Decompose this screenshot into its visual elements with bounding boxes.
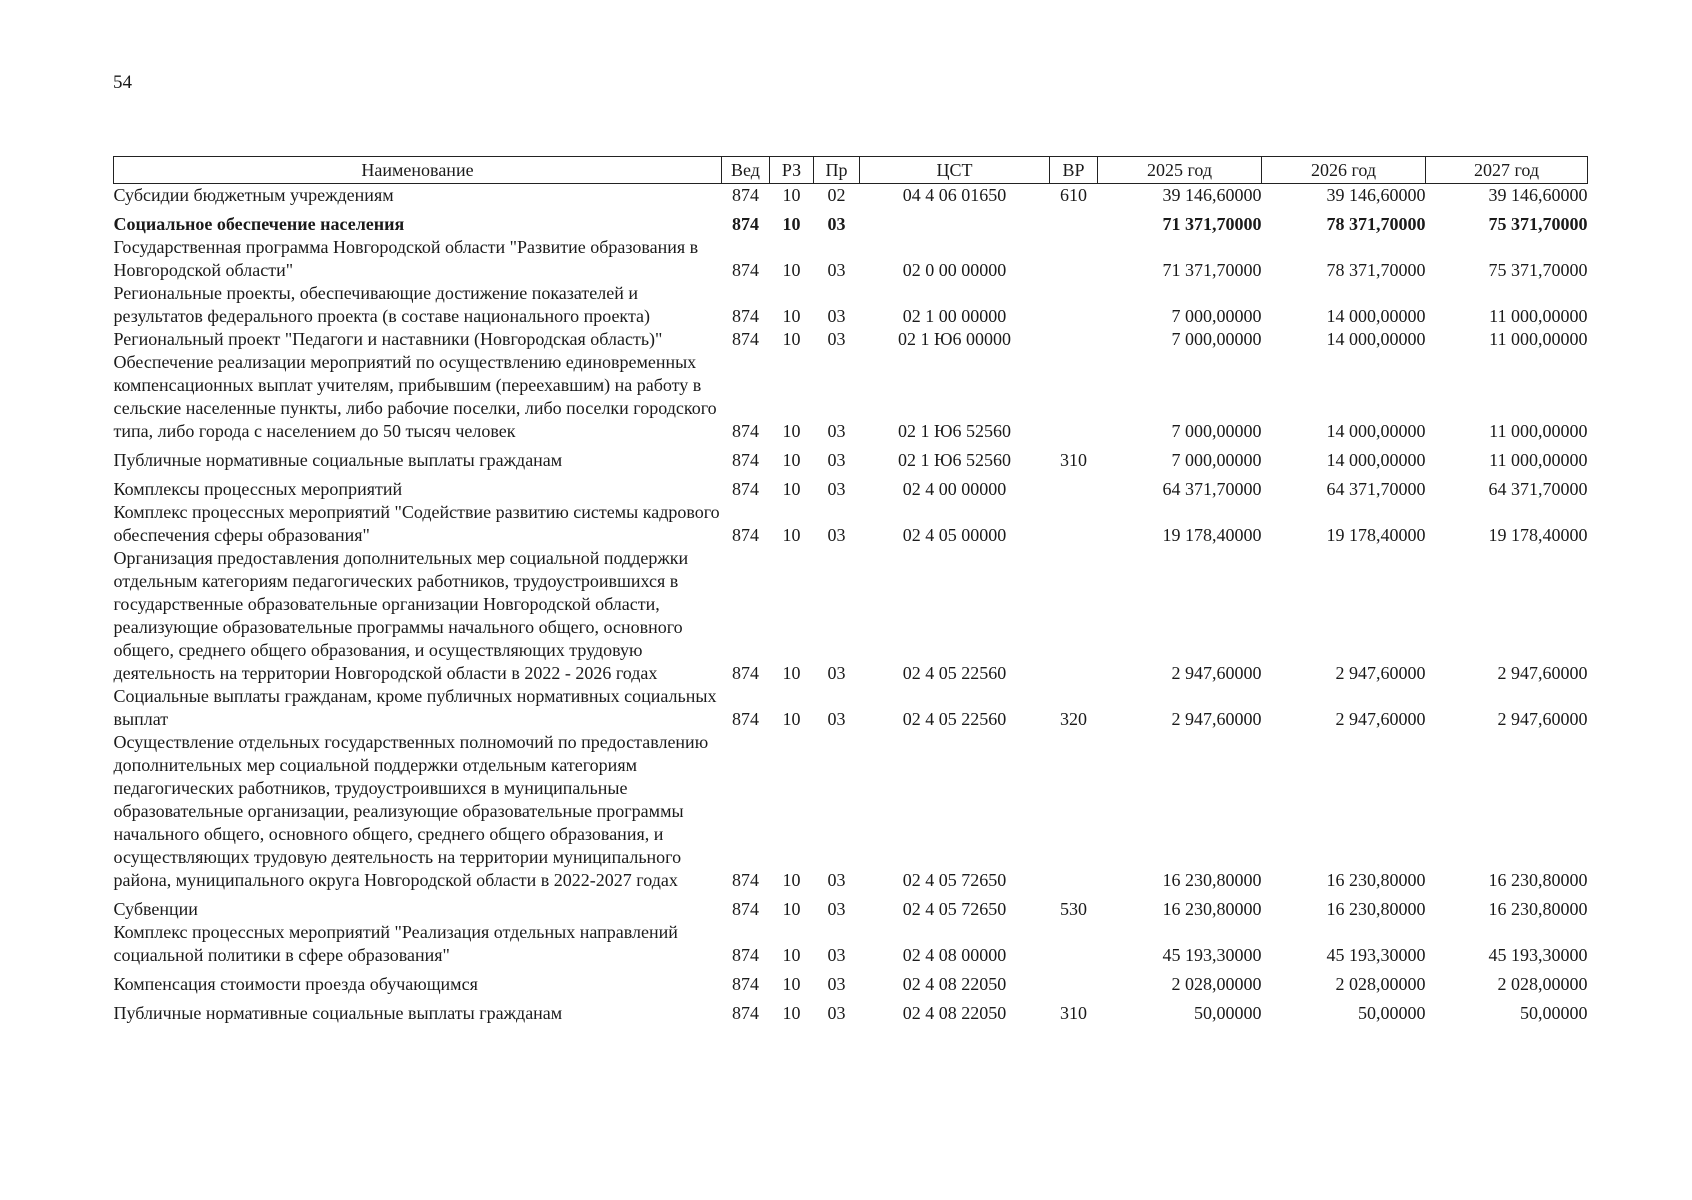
table-row: [114, 282, 1588, 328]
cell-2025: 71 371,70000: [1162, 214, 1262, 234]
cell-vr: 530: [1060, 899, 1087, 919]
header-vr: ВР: [1050, 157, 1098, 184]
cell-ved: 874: [732, 709, 759, 729]
budget-table: [113, 156, 1588, 1025]
cell-ved: 874: [732, 421, 759, 441]
cell-rz: 10: [782, 260, 801, 280]
cell-2026: 14 000,00000: [1326, 421, 1426, 441]
cell-ved: 874: [732, 974, 759, 994]
cell-rz: 10: [782, 974, 801, 994]
cell-2027: 39 146,60000: [1488, 185, 1588, 205]
cell-vr: 320: [1060, 709, 1087, 729]
cell-rz: 10: [782, 450, 801, 470]
cell-vr: [1050, 731, 1098, 892]
cell-pr: 03: [827, 214, 846, 234]
table-row: [114, 328, 1588, 351]
cell-2027: 11 000,00000: [1489, 306, 1588, 326]
cell-2025: 2 947,60000: [1171, 709, 1262, 729]
cell-name: Компенсация стоимости проезда обучающимся: [113, 974, 478, 994]
cell-2026: 45 193,30000: [1326, 945, 1426, 965]
table-header: [114, 157, 1588, 184]
cell-pr: 03: [827, 870, 846, 890]
cell-2027: 2 028,00000: [1497, 974, 1588, 994]
table-row: [114, 207, 1588, 236]
cell-pr: 03: [827, 663, 846, 683]
cell-vr: [1050, 207, 1098, 236]
table-row: [114, 731, 1588, 892]
cell-name: Социальное обеспечение населения: [113, 214, 405, 234]
cell-vr: [1050, 472, 1098, 501]
cell-2026: 78 371,70000: [1326, 214, 1426, 234]
cell-2027: 75 371,70000: [1488, 214, 1588, 234]
cell-2026: 39 146,60000: [1326, 185, 1426, 205]
cell-cst: 02 1 Ю6 52560: [897, 421, 1011, 441]
cell-2025: 7 000,00000: [1171, 421, 1262, 441]
cell-2025: 2 028,00000: [1171, 974, 1262, 994]
cell-2026: 14 000,00000: [1326, 329, 1426, 349]
cell-2027: 64 371,70000: [1488, 479, 1588, 499]
cell-vr: [1050, 236, 1098, 282]
header-name: Наименование: [114, 157, 722, 184]
cell-ved: 874: [732, 945, 759, 965]
cell-2026: 78 371,70000: [1326, 260, 1426, 280]
cell-name: Региональный проект "Педагоги и наставники (Новгородская область)": [113, 329, 663, 349]
cell-2025: 50,00000: [1194, 1003, 1262, 1023]
cell-rz: 10: [782, 329, 801, 349]
cell-ved: 874: [732, 214, 759, 234]
cell-2025: 7 000,00000: [1171, 306, 1262, 326]
cell-2026: 2 947,60000: [1335, 709, 1426, 729]
table-row: [114, 351, 1588, 443]
cell-cst: 02 4 08 22050: [902, 1003, 1007, 1023]
cell-name: Публичные нормативные социальные выплаты гражданам: [113, 1003, 563, 1023]
cell-2027: 2 947,60000: [1497, 663, 1588, 683]
cell-pr: 03: [827, 421, 846, 441]
cell-cst: 02 1 00 00000: [902, 306, 1007, 326]
cell-rz: 10: [782, 525, 801, 545]
cell-cst: [860, 207, 1050, 236]
cell-vr: [1050, 921, 1098, 967]
table-row: [114, 443, 1588, 472]
cell-ved: 874: [732, 185, 759, 205]
cell-vr: [1050, 351, 1098, 443]
cell-2027: 11 000,00000: [1489, 329, 1588, 349]
cell-pr: 03: [827, 709, 846, 729]
table-body: [114, 184, 1588, 1026]
cell-pr: 03: [827, 306, 846, 326]
cell-name: Субвенции: [113, 899, 198, 919]
cell-vr: [1050, 282, 1098, 328]
cell-ved: 874: [732, 306, 759, 326]
cell-rz: 10: [782, 870, 801, 890]
cell-2025: 2 947,60000: [1171, 663, 1262, 683]
cell-name: Социальные выплаты гражданам, кроме публичных нормативных социальных выплат: [113, 686, 717, 729]
cell-vr: [1050, 328, 1098, 351]
cell-2026: 64 371,70000: [1326, 479, 1426, 499]
cell-cst: 02 0 00 00000: [902, 260, 1007, 280]
cell-pr: 03: [827, 899, 846, 919]
cell-rz: 10: [782, 185, 801, 205]
table-row: [114, 547, 1588, 685]
cell-2025: 45 193,30000: [1162, 945, 1262, 965]
cell-rz: 10: [782, 1003, 801, 1023]
table-row: [114, 967, 1588, 996]
cell-2026: 2 028,00000: [1335, 974, 1426, 994]
cell-pr: 03: [827, 525, 846, 545]
cell-cst: 02 4 08 00000: [902, 945, 1007, 965]
cell-2027: 19 178,40000: [1488, 525, 1588, 545]
cell-ved: 874: [732, 663, 759, 683]
cell-2027: 11 000,00000: [1489, 450, 1588, 470]
cell-name: Комплексы процессных мероприятий: [113, 479, 403, 499]
cell-2025: 64 371,70000: [1162, 479, 1262, 499]
cell-vr: [1050, 967, 1098, 996]
cell-rz: 10: [782, 663, 801, 683]
cell-name: Региональные проекты, обеспечивающие достижение показателей и результатов федерального проекта (в составе национального проекта): [113, 283, 651, 326]
header-rz: РЗ: [770, 157, 814, 184]
cell-cst: 02 4 05 72650: [902, 899, 1007, 919]
cell-cst: 02 4 05 72650: [902, 870, 1007, 890]
table-row: [114, 501, 1588, 547]
cell-cst: 02 4 00 00000: [902, 479, 1007, 499]
header-ved: Вед: [722, 157, 770, 184]
cell-2025: 7 000,00000: [1171, 450, 1262, 470]
cell-rz: 10: [782, 214, 801, 234]
cell-2025: 16 230,80000: [1162, 870, 1262, 890]
table-row: [114, 184, 1588, 208]
cell-name: Осуществление отдельных государственных полномочий по предоставлению дополнительных мер социальной поддержки отдельным категориям педагогических работников, трудоустроившихся в муниципальные образовательные организации, реализующие образовательные программы начального общего, основного общего, среднего общего образования, и осуществляющих трудовую деятельность на территории муниципального района, муниципального округа Новгородской области в 2022-2027 годах: [113, 732, 709, 890]
cell-rz: 10: [782, 709, 801, 729]
cell-ved: 874: [732, 899, 759, 919]
cell-2025: 39 146,60000: [1162, 185, 1262, 205]
cell-rz: 10: [782, 899, 801, 919]
cell-pr: 02: [827, 185, 846, 205]
cell-vr: 310: [1060, 450, 1087, 470]
cell-2026: 14 000,00000: [1326, 306, 1426, 326]
cell-name: Публичные нормативные социальные выплаты гражданам: [113, 450, 563, 470]
header-2026: 2026 год: [1262, 157, 1426, 184]
table-row: [114, 685, 1588, 731]
cell-2025: 19 178,40000: [1162, 525, 1262, 545]
cell-ved: 874: [732, 870, 759, 890]
cell-name: Комплекс процессных мероприятий "Реализация отдельных направлений социальной политики в сфере образования": [113, 922, 678, 965]
cell-pr: 03: [827, 450, 846, 470]
cell-2026: 16 230,80000: [1326, 870, 1426, 890]
table-row: [114, 472, 1588, 501]
cell-vr: [1050, 501, 1098, 547]
header-row: [114, 157, 1588, 184]
cell-2027: 45 193,30000: [1488, 945, 1588, 965]
cell-2026: 2 947,60000: [1335, 663, 1426, 683]
cell-name: Государственная программа Новгородской области "Развитие образования в Новгородской области": [113, 237, 699, 280]
cell-2027: 50,00000: [1520, 1003, 1588, 1023]
cell-cst: 02 4 05 22560: [902, 663, 1007, 683]
cell-pr: 03: [827, 329, 846, 349]
cell-2025: 16 230,80000: [1162, 899, 1262, 919]
header-pr: Пр: [814, 157, 860, 184]
cell-vr: [1050, 547, 1098, 685]
cell-2027: 2 947,60000: [1497, 709, 1588, 729]
cell-ved: 874: [732, 450, 759, 470]
cell-2026: 19 178,40000: [1326, 525, 1426, 545]
table-row: [114, 236, 1588, 282]
cell-pr: 03: [827, 974, 846, 994]
cell-cst: 02 4 05 22560: [902, 709, 1007, 729]
cell-cst: 02 1 Ю6 00000: [897, 329, 1011, 349]
cell-2026: 50,00000: [1358, 1003, 1426, 1023]
cell-cst: 02 4 05 00000: [902, 525, 1007, 545]
cell-ved: 874: [732, 525, 759, 545]
cell-name: Субсидии бюджетным учреждениям: [113, 185, 394, 205]
cell-2027: 16 230,80000: [1488, 870, 1588, 890]
header-cst: ЦСТ: [860, 157, 1050, 184]
cell-pr: 03: [827, 260, 846, 280]
cell-vr: 610: [1060, 185, 1087, 205]
cell-2025: 71 371,70000: [1162, 260, 1262, 280]
cell-2027: 75 371,70000: [1488, 260, 1588, 280]
cell-pr: 03: [827, 479, 846, 499]
cell-ved: 874: [732, 329, 759, 349]
cell-pr: 03: [827, 945, 846, 965]
cell-2027: 16 230,80000: [1488, 899, 1588, 919]
cell-ved: 874: [732, 260, 759, 280]
cell-ved: 874: [732, 1003, 759, 1023]
cell-2026: 14 000,00000: [1326, 450, 1426, 470]
cell-cst: 04 4 06 01650: [902, 185, 1007, 205]
table-row: [114, 921, 1588, 967]
cell-pr: 03: [827, 1003, 846, 1023]
table-row: [114, 996, 1588, 1025]
cell-name: Комплекс процессных мероприятий "Содействие развитию системы кадрового обеспечения сферы образования": [113, 502, 720, 545]
cell-cst: 02 1 Ю6 52560: [897, 450, 1011, 470]
header-2027: 2027 год: [1426, 157, 1588, 184]
cell-2026: 16 230,80000: [1326, 899, 1426, 919]
header-2025: 2025 год: [1098, 157, 1262, 184]
cell-rz: 10: [782, 479, 801, 499]
cell-vr: 310: [1060, 1003, 1087, 1023]
cell-rz: 10: [782, 421, 801, 441]
cell-ved: 874: [732, 479, 759, 499]
page-number: 54: [113, 72, 132, 93]
cell-rz: 10: [782, 945, 801, 965]
table-row: [114, 892, 1588, 921]
cell-name: Организация предоставления дополнительных мер социальной поддержки отдельным категориям педагогических работников, трудоустроившихся в государственные образовательные организации Новгородской области, реализующие образовательные программы начального общего, основного общего, среднего общего образования, и осуществляющих трудовую деятельность на территории Новгородской области в 2022 - 2026 годах: [113, 548, 689, 683]
cell-rz: 10: [782, 306, 801, 326]
cell-2027: 11 000,00000: [1489, 421, 1588, 441]
cell-name: Обеспечение реализации мероприятий по осуществлению единовременных компенсационных выплат учителям, прибывшим (переехавшим) на работу в сельские населенные пункты, либо рабочие поселки, либо поселки городского типа, либо города с населением до 50 тысяч человек: [113, 352, 717, 441]
cell-2025: 7 000,00000: [1171, 329, 1262, 349]
cell-cst: 02 4 08 22050: [902, 974, 1007, 994]
